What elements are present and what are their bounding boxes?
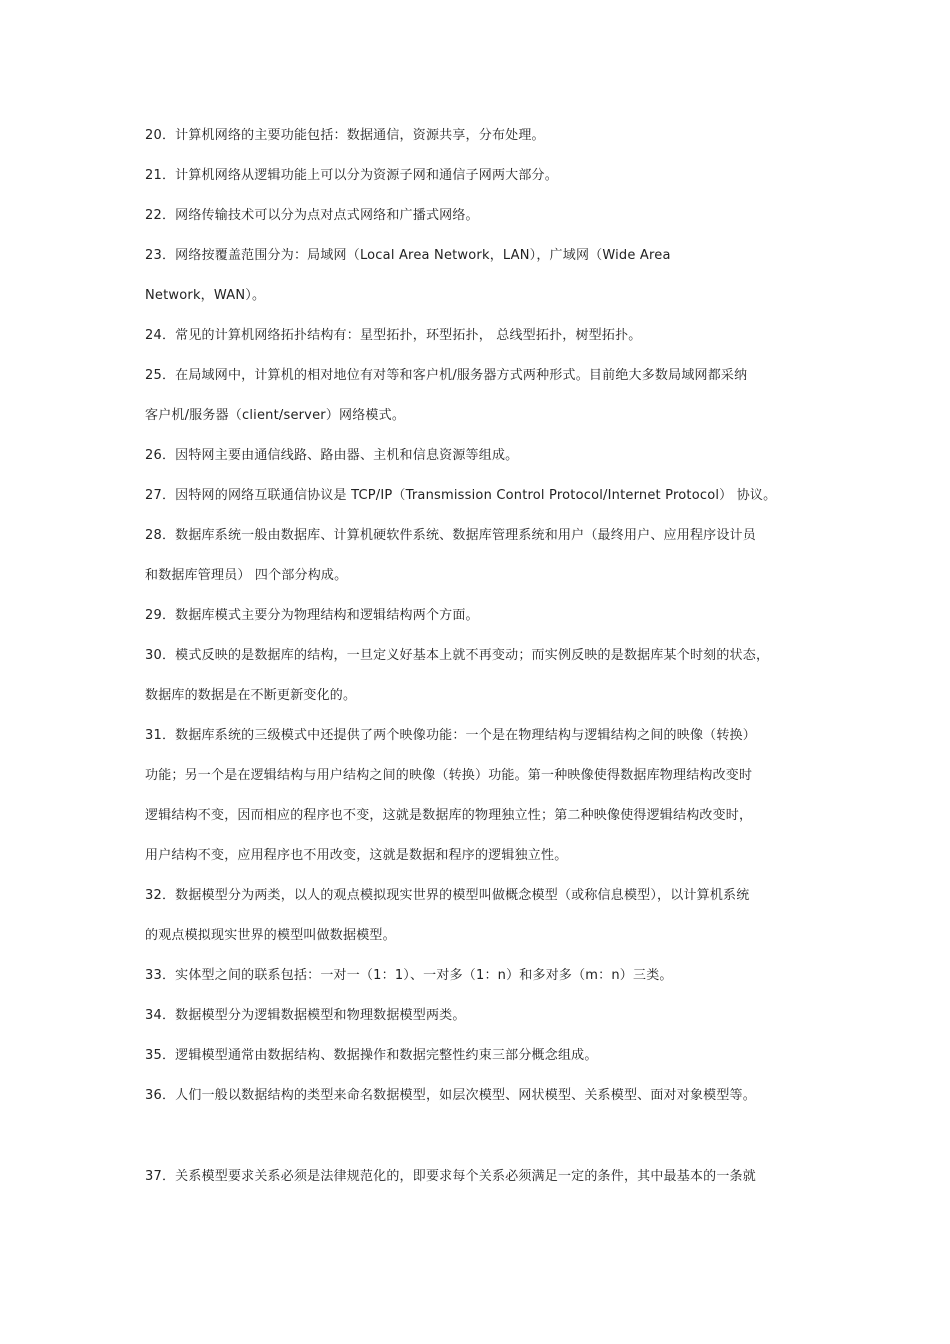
text-line-32-cont: 的观点模拟现实世界的模型叫做数据模型。	[145, 928, 396, 943]
text-line-31: 31．数据库系统的三级模式中还提供了两个映像功能：一个是在物理结构与逻辑结构之间的映像（转换）	[145, 728, 756, 743]
text-line-28: 28．数据库系统一般由数据库、计算机硬软件系统、数据库管理系统和用户（最终用户、应用程序设计员	[145, 528, 756, 543]
text-line-35: 35．逻辑模型通常由数据结构、数据操作和数据完整性约束三部分概念组成。	[145, 1048, 598, 1063]
text-line-24: 24．常见的计算机网络拓扑结构有：星型拓扑，环型拓扑， 总线型拓扑，树型拓扑。	[145, 328, 642, 343]
text-line-21: 21．计算机网络从逻辑功能上可以分为资源子网和通信子网两大部分。	[145, 168, 558, 183]
text-line-31-cont-3: 用户结构不变，应用程序也不用改变，这就是数据和程序的逻辑独立性。	[145, 848, 568, 863]
text-line-26: 26．因特网主要由通信线路、路由器、主机和信息资源等组成。	[145, 448, 519, 463]
text-line-34: 34．数据模型分为逻辑数据模型和物理数据模型两类。	[145, 1008, 466, 1023]
text-line-30: 30．模式反映的是数据库的结构，一旦定义好基本上就不再变动；而实例反映的是数据库某个时刻的状态，	[145, 648, 770, 663]
text-line-31-cont-1: 功能；另一个是在逻辑结构与用户结构之间的映像（转换）功能。第一种映像使得数据库物理结构改变时	[145, 768, 753, 783]
text-line-32: 32．数据模型分为两类，以人的观点模拟现实世界的模型叫做概念模型（或称信息模型），以计算机系统	[145, 888, 750, 903]
text-line-23: 23．网络按覆盖范围分为：局域网（Local Area Network，LAN），广域网（Wide Area	[145, 248, 671, 263]
text-line-27: 27．因特网的网络互联通信协议是 TCP/IP（Transmission Control Protocol/Internet Protocol） 协议。	[145, 488, 777, 503]
text-line-30-cont: 数据库的数据是在不断更新变化的。	[145, 688, 357, 703]
text-line-36: 36．人们一般以数据结构的类型来命名数据模型，如层次模型、网状模型、关系模型、面对对象模型等。	[145, 1088, 756, 1103]
text-line-25: 25．在局域网中，计算机的相对地位有对等和客户机/服务器方式两种形式。目前绝大多数局域网都采纳	[145, 368, 748, 383]
text-line-33: 33．实体型之间的联系包括：一对一（1：1）、一对多（1：n）和多对多（m：n）三类。	[145, 968, 673, 983]
text-line-37: 37．关系模型要求关系必须是法律规范化的，即要求每个关系必须满足一定的条件，其中最基本的一条就	[145, 1169, 756, 1184]
text-line-25-cont: 客户机/服务器（client/server）网络模式。	[145, 408, 406, 423]
text-line-20: 20．计算机网络的主要功能包括：数据通信，资源共享，分布处理。	[145, 128, 545, 143]
text-line-23-cont: Network，WAN）。	[145, 288, 266, 303]
text-line-31-cont-2: 逻辑结构不变，因而相应的程序也不变，这就是数据库的物理独立性；第二种映像使得逻辑结构改变时，	[145, 808, 753, 823]
text-line-28-cont: 和数据库管理员） 四个部分构成。	[145, 568, 348, 583]
text-line-22: 22．网络传输技术可以分为点对点式网络和广播式网络。	[145, 208, 479, 223]
text-line-29: 29．数据库模式主要分为物理结构和逻辑结构两个方面。	[145, 608, 479, 623]
